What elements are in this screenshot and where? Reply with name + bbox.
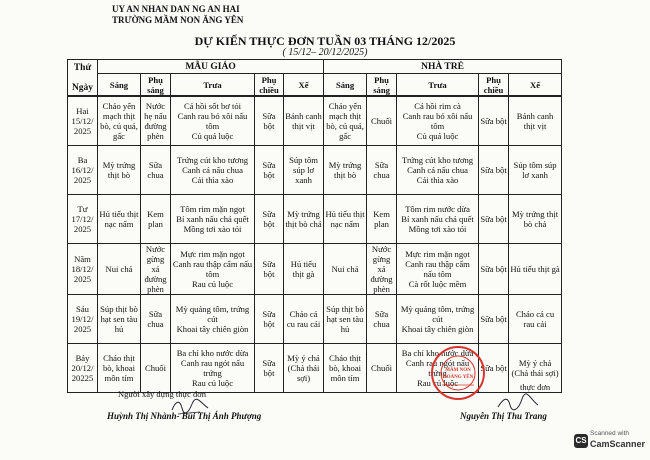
- col-thu-label: Thứ: [73, 62, 92, 73]
- mg-sang-cell: Cháo yến mạch thịt bò, củ quả, gấc: [98, 97, 141, 146]
- nt-xe-cell: Mỳ trứng thịt bò chả: [509, 195, 562, 244]
- mg-phu-sang-cell: Nước hẹ nấu đường phèn: [141, 97, 171, 146]
- mg-phu-chieu-header: Phụ chiều: [255, 74, 284, 96]
- nt-trua-header: Trưa: [397, 74, 479, 96]
- camscanner-label: CamScanner: [590, 439, 646, 449]
- svg-text:MẦM NON: MẦM NON: [445, 368, 471, 373]
- org-line-1: UY AN NHAN DAN NG AN HAI: [112, 4, 240, 14]
- group-nha-tre: NHÀ TRẺ: [324, 60, 562, 74]
- nt-sang-cell: Súp thịt bò hạt sen tàu hủ: [324, 295, 367, 344]
- mg-xe-cell: Súp tôm súp lơ xanh: [284, 146, 324, 195]
- nt-sang-cell: Cháo thịt bò, khoai môn tím: [324, 344, 367, 393]
- group-mau-giao: MẪU GIÁO: [98, 60, 324, 74]
- mg-phu-chieu-cell: Sữa bột: [255, 244, 284, 295]
- table-row: [68, 195, 562, 244]
- date-range: ( 15/12– 20/12/2025): [282, 47, 368, 58]
- col-ngay-label: Ngày: [71, 82, 94, 93]
- menu-table: [67, 59, 562, 393]
- org-line-2: TRƯỜNG MẦM NON ĂNG YÊN: [112, 15, 244, 25]
- mg-trua-header: Trưa: [171, 74, 255, 96]
- mg-phu-sang-header: Phụ sáng: [141, 74, 171, 96]
- nt-trua-cell: Tôm rim nước dừa Bí xanh nấu chả quết Mồng tơi xào tỏi: [397, 195, 479, 244]
- nt-sang-cell: Nui chả: [324, 244, 367, 295]
- day-cell: Năm 18/12/ 2025: [68, 244, 98, 295]
- table-row: [68, 97, 562, 146]
- nt-phu-chieu-cell: Sữa bột: [479, 97, 509, 146]
- mg-trua-cell: Mực rim mặn ngọt Canh rau thập cẩm nấu tôm Rau củ luộc: [171, 244, 255, 295]
- mg-phu-chieu-cell: Sữa bột: [255, 195, 284, 244]
- svg-text:HOÀNG YÊN: HOÀNG YÊN: [442, 375, 474, 380]
- camscanner-watermark: [574, 430, 646, 454]
- nt-sang-cell: Cháo yến mạch thịt bò, củ quả, gấc: [324, 97, 367, 146]
- mg-trua-cell: Trứng cút kho tương Canh cá nấu chua Cải thìa xào: [171, 146, 255, 195]
- mg-xe-cell: Mỳ trứng thịt bò chả: [284, 195, 324, 244]
- mg-sang-cell: Nui chả: [98, 244, 141, 295]
- nt-phu-chieu-cell: Sữa bột: [479, 195, 509, 244]
- table-row: [68, 146, 562, 195]
- nt-trua-cell: Mực rim mặn ngọt Canh rau thập cẩm nấu tôm Cà rốt luộc mềm: [397, 244, 479, 295]
- nt-phu-sang-cell: Sữa chua: [367, 146, 397, 195]
- nt-sang-cell: Mỳ trứng thịt bò: [324, 146, 367, 195]
- nt-xe-cell: Hủ tiếu thịt gà: [509, 244, 562, 295]
- nt-trua-cell: Trứng cút kho tương Canh cá nấu chua Cải thìa xào: [397, 146, 479, 195]
- nt-phu-sang-cell: Nước gừng xả đường phèn: [367, 244, 397, 295]
- mg-phu-chieu-cell: Sữa bột: [255, 295, 284, 344]
- nt-xe-cell: Súp tôm súp lơ xanh: [509, 146, 562, 195]
- school-stamp: [430, 345, 486, 401]
- mg-phu-chieu-cell: Sữa bột: [255, 344, 284, 393]
- day-cell: Bảy 20/12/ 20225: [68, 344, 98, 393]
- nt-trua-cell: Mỳ quảng tôm, trứng cút Khoai tây chiên giòn: [397, 295, 479, 344]
- nt-phu-sang-cell: Kem plan: [367, 195, 397, 244]
- col-thu-header: [68, 60, 98, 96]
- nt-phu-sang-header: Phụ sáng: [367, 74, 397, 96]
- mg-phu-sang-cell: Nước gừng xả đường phèn: [141, 244, 171, 295]
- day-cell: Hai 15/12/ 2025: [68, 97, 98, 146]
- nt-xe-cell: Cháo cá cu rau cải: [509, 295, 562, 344]
- mg-sang-cell: Mỳ trứng thịt bò: [98, 146, 141, 195]
- nt-phu-chieu-cell: Sữa bột: [479, 244, 509, 295]
- mg-phu-sang-cell: Chuối: [141, 344, 171, 393]
- nt-phu-chieu-cell: Sữa bột: [479, 146, 509, 195]
- nt-xe-cell: Mỳ ý chả (Chả thái sợi): [509, 344, 562, 393]
- mg-phu-chieu-cell: Sữa bột: [255, 97, 284, 146]
- nt-phu-sang-cell: Chuối: [367, 97, 397, 146]
- nt-phu-chieu-cell: Sữa bột: [479, 295, 509, 344]
- day-cell: Ba 16/12/ 2025: [68, 146, 98, 195]
- camscanner-logo-icon: CS: [574, 434, 588, 448]
- mg-xe-cell: Cháo cá cu rau cải: [284, 295, 324, 344]
- approver-name: Nguyễn Thị Thu Trang: [460, 411, 547, 421]
- mg-phu-sang-cell: Sữa chua: [141, 146, 171, 195]
- nt-phu-chieu-header: Phụ chiều: [479, 74, 509, 96]
- mg-trua-cell: Tôm rim mặn ngọt Bí xanh nấu chả quết Mồng tơi xào tỏi: [171, 195, 255, 244]
- day-cell: Tư 17/12/ 2025: [68, 195, 98, 244]
- mg-phu-chieu-cell: Sữa bột: [255, 146, 284, 195]
- table-row: [68, 344, 562, 393]
- organization-header: [112, 4, 243, 26]
- table-row: [68, 295, 562, 344]
- mg-phu-sang-cell: Sữa chua: [141, 295, 171, 344]
- mg-xe-cell: Hủ tiếu thịt gà: [284, 244, 324, 295]
- mg-xe-cell: Mỳ ý chả (Chả thái sợi): [284, 344, 324, 393]
- nt-phu-chieu-cell: Sữa bột: [479, 344, 509, 393]
- signature-right: [496, 393, 540, 413]
- nt-phu-sang-cell: Sữa chua: [367, 295, 397, 344]
- page-title: DỰ KIẾN THỰC ĐƠN TUẦN 03 THÁNG 12/2025: [194, 34, 456, 48]
- mg-sang-cell: Cháo thịt bò, khoai môn tím: [98, 344, 141, 393]
- table-row: [68, 244, 562, 295]
- mg-sang-cell: Súp thịt bò hạt sen tàu hủ: [98, 295, 141, 344]
- mg-sang-header: Sáng: [98, 74, 141, 96]
- mg-trua-cell: Mỳ quảng tôm, trứng cút Khoai tây chiên giòn: [171, 295, 255, 344]
- mg-sang-cell: Hủ tiếu thịt nạc nấm: [98, 195, 141, 244]
- scanned-with-label: Scanned with: [590, 430, 630, 437]
- nt-trua-cell: Ba chỉ kho nước dừa Canh rau ngót nấu trứng Rau củ luộc: [397, 344, 479, 393]
- nt-xe-cell: Bánh canh thịt vịt: [509, 97, 562, 146]
- approver-label: thực đơn: [520, 382, 551, 392]
- mg-trua-cell: Cá hồi sốt bơ tỏi Canh rau bó xôi nấu tôm Củ quả luộc: [171, 97, 255, 146]
- nt-sang-cell: Hủ tiếu thịt nạc nấm: [324, 195, 367, 244]
- nt-phu-sang-cell: Chuối: [367, 344, 397, 393]
- day-cell: Sáu 19/12/ 2025: [68, 295, 98, 344]
- mg-xe-header: Xế: [284, 74, 324, 96]
- mg-phu-sang-cell: Kem plan: [141, 195, 171, 244]
- nt-trua-cell: Cá hồi rim cà Canh rau bó xôi nấu tôm Củ quả luộc: [397, 97, 479, 146]
- mg-trua-cell: Ba chỉ kho nước dừa Canh rau ngót nấu trứng Rau củ luộc: [171, 344, 255, 393]
- builder-names: Huỳnh Thị Nhành- Bùi Thị Ánh Phượng: [107, 411, 262, 421]
- nt-sang-header: Sáng: [324, 74, 367, 96]
- sub-header-row: [68, 74, 562, 96]
- menu-builder-label: Người xây dựng thực đơn: [118, 389, 206, 399]
- mg-xe-cell: Bánh canh thịt vịt: [284, 97, 324, 146]
- nt-xe-header: Xế: [509, 74, 562, 96]
